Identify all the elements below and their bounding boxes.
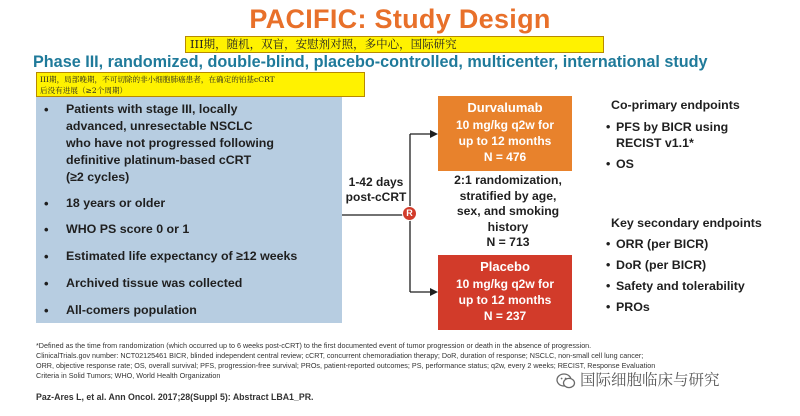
endpoint-item: • PFS by BICR using RECIST v1.1* — [616, 119, 728, 151]
arm-dose: 10 mg/kg q2w for — [455, 277, 555, 291]
durvalumab-arm-box — [438, 96, 572, 171]
slide-subtitle: Phase III, randomized, double-blind, placebo-controlled, multicenter, international study — [33, 53, 708, 71]
watermark-text: 国际细胞临床与研究 — [580, 372, 720, 389]
slide-title: PACIFIC: Study Design — [249, 4, 551, 34]
arrow-to-placebo — [430, 288, 438, 296]
footnote-line: ClinicalTrials.gov number: NCT02125461 BICR, blinded independent central review; cCRT, concurrent chemoradiation therapy; DoR, duration of response; NSCLC, non-small cell lung cancer; — [36, 351, 644, 360]
arm-n: N = 476 — [483, 150, 527, 164]
criteria-item: • All-comers population — [66, 302, 197, 319]
criteria-item: • 18 years or older — [66, 195, 165, 212]
placebo-arm-box — [438, 255, 572, 330]
endpoint-item: • Safety and tolerability — [616, 278, 745, 294]
reference-citation: Paz-Ares L, et al. Ann Oncol. 2017;28(Suppl 5): Abstract LBA1_PR. — [36, 392, 314, 402]
footnote-line: *Defined as the time from randomization (which occurred up to 6 weeks post-cCRT) to the first documented event of tumor progression or death in the absence of progression. — [36, 341, 592, 350]
arm-n: N = 237 — [483, 309, 527, 323]
footnote-line: ORR, objective response rate; OS, overall survival; PFS, progression-free survival; PROs, patient-reported outcomes; PS, performance status; q2w, every 2 weeks; RECIST, Response Evaluation — [36, 361, 656, 370]
criteria-item: • Archived tissue was collected — [66, 275, 242, 292]
endpoint-item: • OS — [616, 156, 634, 172]
annotation-line: 后没有进展（≥2个周期） — [40, 86, 128, 95]
endpoint-item: • DoR (per BICR) — [616, 257, 706, 273]
annotation-title-chinese: III期，随机，双盲，安慰剂对照，多中心，国际研究 — [185, 36, 604, 53]
arm-name: Durvalumab — [467, 100, 543, 115]
coprimary-endpoints-title: Co-primary endpoints — [611, 98, 740, 112]
criteria-item: • Patients with stage III, locally advanced, unresectable NSCLC who have not progressed following definitive platinum-based cCRT (≥2 cycles) — [66, 101, 274, 186]
arm-name: Placebo — [480, 259, 530, 274]
randomization-badge: R — [402, 206, 417, 221]
enrollment-window-label: 1-42 days post-cCRT — [345, 175, 407, 204]
watermark — [556, 370, 720, 392]
arm-dose: 10 mg/kg q2w for — [455, 118, 555, 132]
secondary-endpoints-title: Key secondary endpoints — [611, 216, 762, 230]
arm-duration: up to 12 months — [458, 134, 552, 148]
arm-duration: up to 12 months — [458, 293, 552, 307]
criteria-item: • WHO PS score 0 or 1 — [66, 221, 189, 238]
annotation-line: III期，局部晚期，不可切除的非小细胞肺癌患者，在确定的铂基cCRT — [40, 75, 275, 84]
randomization-text: 2:1 randomization, stratified by age, sex, and smoking history N = 713 — [454, 173, 562, 249]
criteria-item: • Estimated life expectancy of ≥12 weeks — [66, 248, 297, 265]
footnote-line: Criteria in Solid Tumors; WHO, World Health Organization — [36, 371, 221, 380]
arrow-to-durvalumab — [430, 130, 438, 138]
endpoint-item: • ORR (per BICR) — [616, 236, 708, 252]
endpoint-item: • PROs — [616, 299, 650, 315]
wechat-icon — [556, 372, 576, 390]
